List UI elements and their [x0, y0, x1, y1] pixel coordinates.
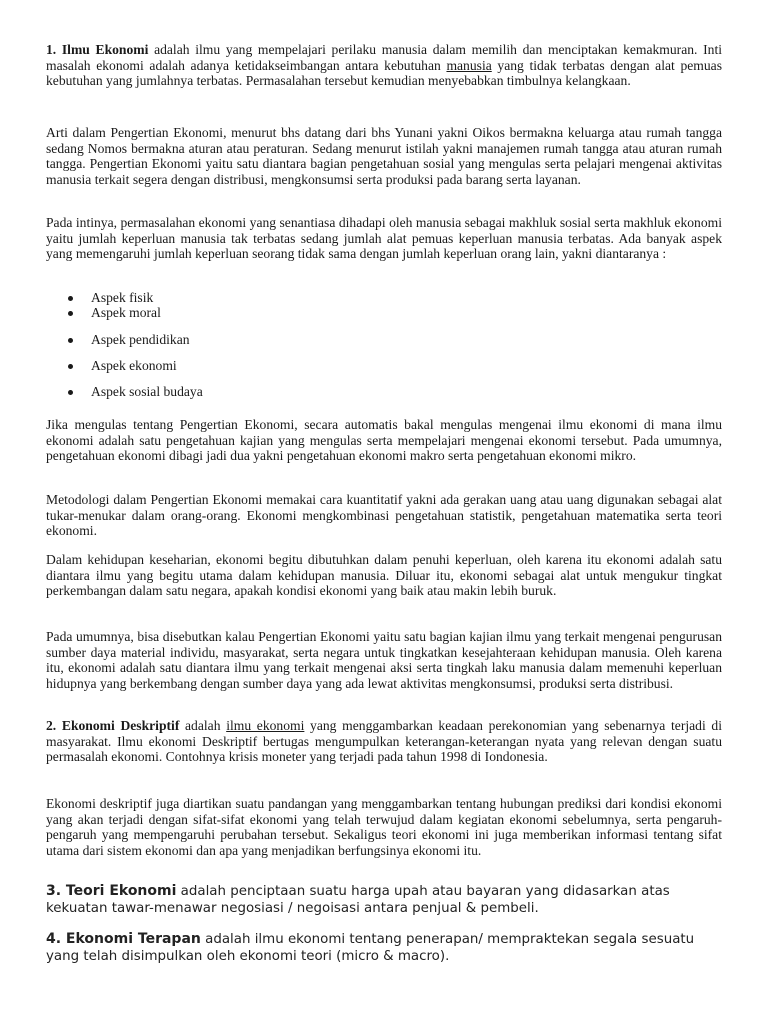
- paragraph-metodologi: Metodologi dalam Pengertian Ekonomi memakai cara kuantitatif yakni ada gerakan uang atau uang digunakan sebagai alat tukar-menukar dalam orang-orang. Ekonomi mengkombinasi pengetahuan statistik, pengetahuan matematika serta teori ekonomi.: [46, 492, 722, 539]
- list-item-label: Aspek fisik: [91, 290, 154, 305]
- paragraph-ekonomi-terapan: [46, 931, 722, 965]
- heading-ilmu-ekonomi: 1. Ilmu Ekonomi: [46, 42, 149, 57]
- paragraph-jika: Jika mengulas tentang Pengertian Ekonomi, secara automatis bakal mengulas mengenai ilmu ekonomi di mana ilmu ekonomi adalah satu pengetahuan kajian yang mengulas serta mempelajari mengenai ekonomi tersebut. Pada umumnya, pengetahuan ekonomi dibagi jadi dua yakni pengetahuan ekonomi makro serta pengetahuan ekonomi mikro.: [46, 417, 722, 464]
- paragraph-ekonomi-deskriptif: [46, 718, 722, 765]
- bullet-icon: [68, 364, 73, 369]
- bullet-icon: [68, 311, 73, 316]
- text: yang tidak terbatas dengan alat pemuas kebutuhan yang jumlahnya terbatas. Permasalahan tersebut kemudian menyebabkan timbulnya kelangkaan.: [46, 57, 722, 89]
- bullet-icon: [68, 296, 73, 301]
- bullet-icon: [68, 390, 73, 395]
- text: adalah penciptaan suatu harga upah atau bayaran yang didasarkan atas kekuatan tawar-menawar negosiasi / negoisasi antara penjual & pembeli.: [46, 884, 670, 916]
- paragraph-intinya: Pada intinya, permasalahan ekonomi yang senantiasa dihadapi oleh manusia sebagai makhluk sosial serta makhluk ekonomi yaitu jumlah keperluan manusia tak terbatas sedang jumlah alat pemuas keperluan manusia terbatas. Ada banyak aspek yang memengaruhi jumlah keperluan seorang tidak sama dengan jumlah keperluan orang lain, yakni diantaranya :: [46, 215, 722, 262]
- heading-teori-ekonomi: 3. Teori Ekonomi: [46, 883, 177, 899]
- text: adalah ilmu yang mempelajari perilaku manusia dalam memilih dan menciptakan kemakmuran. Inti masalah ekonomi adalah adanya ketidakseimbangan antara kebutuhan: [46, 42, 722, 73]
- paragraph-teori-ekonomi: [46, 883, 722, 917]
- link-ilmu-ekonomi[interactable]: ilmu ekonomi: [226, 718, 305, 733]
- list-item-label: Aspek ekonomi: [91, 358, 177, 373]
- paragraph-pada-umumnya: Pada umumnya, bisa disebutkan kalau Pengertian Ekonomi yaitu satu bagian kajian ilmu yang terkait mengenai pengurusan sumber daya material individu, masyarakat, serta negara untuk tingkatkan kesejahteraan kehidupan manusia. Oleh karena itu, ekonomi adalah satu diantara ilmu yang terkait mengenai aksi serta tingkah laku manusia dalam memenuhi keperluan hidupnya yang berkembang dengan sumber daya yang ada lewat aktivitas mengkonsumsi, produksi serta distribusi.: [46, 629, 722, 691]
- link-manusia[interactable]: manusia: [446, 57, 492, 73]
- paragraph-deskriptif-detail: Ekonomi deskriptif juga diartikan suatu pandangan yang menggambarkan tentang hubungan prediksi dari kondisi ekonomi yang akan terjadi dengan sifat-sifat ekonomi yang telah terwujud dalam kegiatan ekonomi sebelumnya, serta pengaruh-pengaruh yang mempengaruhi perubahan tersebut. Sekaligus teori ekonomi ini juga memberikan informasi tentang sifat utama dari sistem ekonomi dan apa yang menjadikan berfungsinya ekonomi itu.: [46, 796, 722, 858]
- heading-ekonomi-deskriptif: 2. Ekonomi Deskriptif: [46, 718, 180, 733]
- list-item-label: Aspek moral: [91, 305, 161, 320]
- text: yang menggambarkan keadaan perekonomian yang sebenarnya terjadi di masyarakat. Ilmu ekonomi Deskriptif bertugas mengumpulkan keterangan-keterangan nyata yang relevan dengan suatu permasalah ekonomi. Contohnya krisis moneter yang terjadi pada tahun 1998 di Iondonesia.: [46, 718, 722, 765]
- list-item-label: Aspek pendidikan: [91, 332, 190, 347]
- bullet-icon: [68, 338, 73, 343]
- text: adalah: [179, 718, 227, 733]
- paragraph-arti: Arti dalam Pengertian Ekonomi, menurut bhs datang dari bhs Yunani yakni Oikos bermakna keluarga atau rumah tangga sedang Nomos bermakna aturan atau peraturan. Sedang menurut istilah yakni manajemen rumah tangga atau aturan rumah tangga. Pengertian Ekonomi yaitu satu diantara bagian pengetahuan sosial yang mengulas serta pelajari mengenai aktivitas manusia terkait segera dengan distribusi, mengkonsumsi serta produksi pada barang serta layanan.: [46, 125, 722, 187]
- list-item-label: Aspek sosial budaya: [91, 384, 203, 399]
- paragraph-kehidupan: Dalam kehidupan keseharian, ekonomi begitu dibutuhkan dalam penuhi keperluan, oleh karena itu ekonomi adalah satu diantara ilmu yang begitu utama dalam kehidupan manusia. Diluar itu, ekonomi sebagai alat untuk mengukur tingkat perkembangan dalam satu negara, apakah kondisi ekonomi yang baik atau makin lebih buruk.: [46, 552, 722, 599]
- heading-ekonomi-terapan: 4. Ekonomi Terapan: [46, 931, 201, 947]
- paragraph-ilmu-ekonomi: [46, 42, 722, 89]
- text: adalah ilmu ekonomi tentang penerapan/ mempraktekan segala sesuatu yang telah disimpulkan oleh ekonomi teori (micro & macro).: [46, 932, 695, 964]
